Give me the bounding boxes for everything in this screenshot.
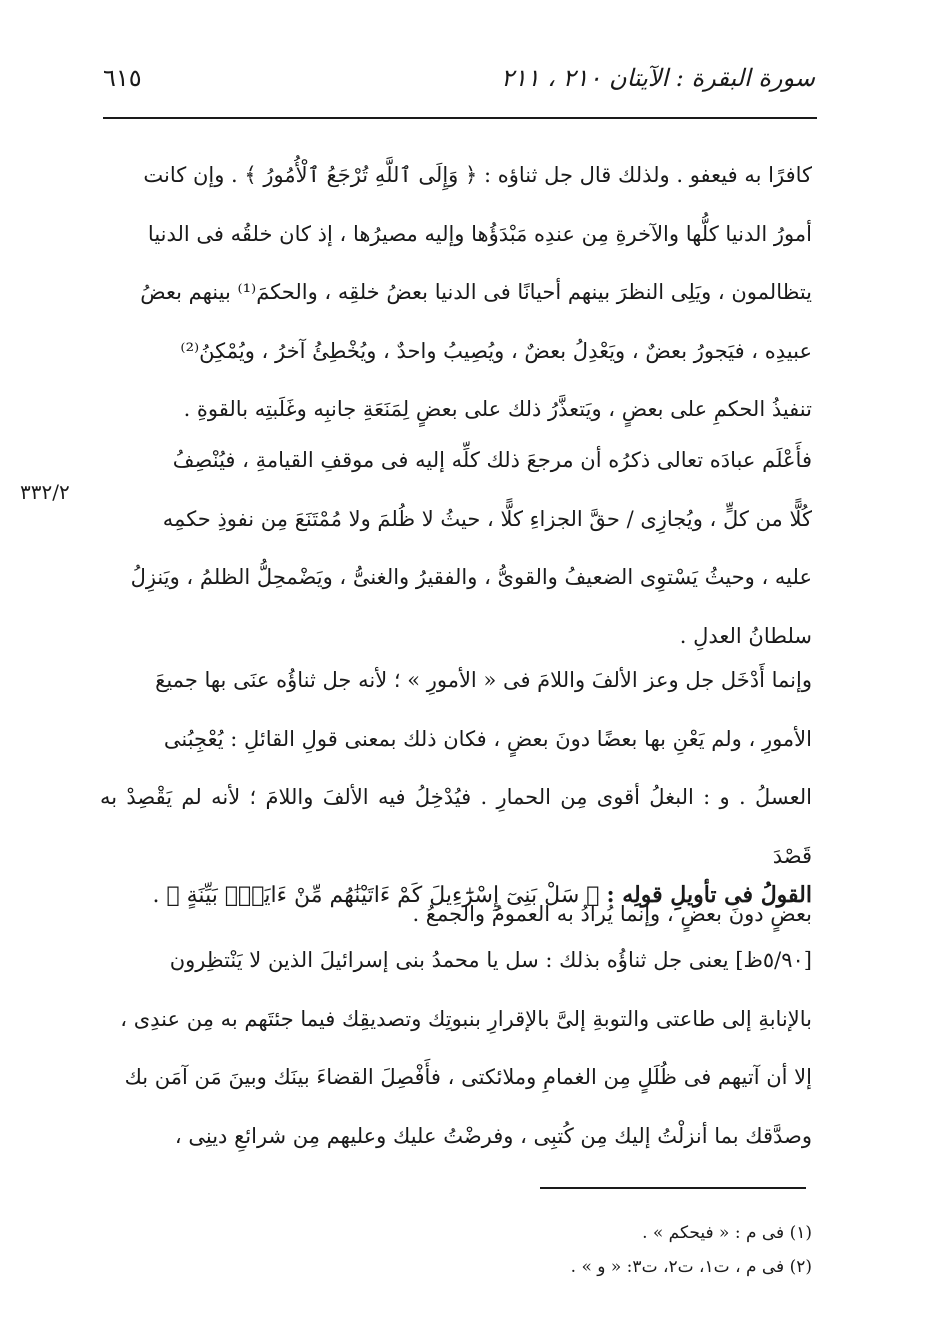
paragraph-4 (100, 931, 812, 1165)
paragraph-line: عبيدِه ، فيَجورُ بعضٌ ، ويَعْدِلُ بعضٌ ، ويُصِيبُ واحدٌ ، ويُخْطِئُ آخرُ ، ويُمْكِنُ⁽²⁾ (180, 338, 812, 363)
paragraph-line: بعضٍ دونَ بعضٍ ، وإنما يُرادُ به العمومُ والجمعُ . (412, 902, 812, 926)
paragraph-line: تنفيذُ الحكمِ على بعضٍ ، ويَتعذَّرُ ذلك على بعضٍ لِمَنَعَةِ جانبِه وغَلَبتِه بالقوةِ . (183, 397, 812, 421)
section-heading (100, 870, 812, 921)
page-number: ٦١٥ (103, 64, 142, 92)
footnotes (400, 1216, 812, 1284)
paragraph-line: عليه ، وحيثُ يَسْتوِى الضعيفُ والقوىُّ ، والفقيرُ والغنىُّ ، ويَضْمحِلُّ الظلمُ ، ويَنزِلُ (130, 565, 812, 589)
paragraph-line: فأَعْلَم عبادَه تعالى ذكرُه أن مرجعَ ذلك كلِّه إليه فى موقفِ القيامةِ ، فيُنْصِفُ (172, 448, 812, 472)
running-head: سورة البقرة : الآيتان ٢١٠ ، ٢١١ (500, 64, 815, 92)
paragraph-line: كافرًا به فيعفو . ولذلك قال جل ثناؤه : ﴿ وَإِلَى ٱللَّهِ تُرْجَعُ ٱلْأُمُورُ ﴾ . وإن كانت (143, 163, 812, 187)
footnote-rule (540, 1187, 806, 1189)
paragraph-line: وصدَّقك بما أنزلْتُ إليك مِن كُتبِى ، وفرضْتُ عليك وعليهم مِن شرائعِ دينِى ، (174, 1123, 812, 1148)
paragraph-line: وإنما أَدْخَل جل وعز الألفَ واللامَ فى « الأمورِ » ؛ لأنه جل ثناؤُه عنَى بها جميعَ (155, 668, 812, 692)
paragraph-line: بالإنابةِ إلى طاعتى والتوبةِ إلىَّ بالإقرارِ بنبوتِك وتصديقِك فيما جئتَهم به مِن عندِى ، (120, 1006, 812, 1031)
margin-reference: ٣٣٢/٢ (20, 480, 70, 504)
paragraph-line: يتظالمون ، ويَلِى النظرَ بينهم أحيانًا فى الدنيا بعضُ خلقِه ، والحكمَ⁽¹⁾ بينهم بعضُ (140, 280, 812, 304)
footnote: (١) فى م : « فيحكم » . (642, 1223, 812, 1243)
paragraph-line: العسلُ . و : البغلُ أقوى مِن الحمارِ . فيُدْخِلُ فيه الألفَ واللامَ ؛ لأنه لم يَقْصِدْ به قَصْدَ (100, 785, 812, 868)
paragraph-1 (100, 146, 812, 439)
header-rule (103, 117, 817, 119)
paragraph-line: كُلًّا من كلٍّ ، ويُجازِى / حقَّ الجزاءِ كلًّا ، حيثُ لا ظُلمَ ولا مُمْتَنَعَ مِن نفوذِ حكمِه (162, 506, 812, 531)
paragraph-line: الأمورِ ، ولم يَعْنِ بها بعضًا دونَ بعضٍ ، فكان ذلك بمعنى قولِ القائلِ : يُعْجِبُنى (163, 726, 812, 751)
paragraph-line: [٥/٩٠ظ] يعنى جل ثناؤُه بذلك : سل يا محمدُ بنى إسرائيلَ الذين لا يَنْتظِرون (169, 948, 812, 972)
footnote: (٢) فى م ، ت١، ت٢، ت٣: « و » . (570, 1257, 812, 1277)
paragraph-line: إلا أن آتيهم فى ظُلَلٍ مِن الغمامِ وملائكتى ، فأَفْصِلَ القضاءَ بينَك وبينَ مَن آمَن بك (124, 1065, 812, 1089)
heading-quote: ﴿ سَلْ بَنِىٓ إِسْرَٰٓءِيلَ كَمْ ءَاتَيْنَٰهُم مِّنْ ءَايَةٍۭ بَيِّنَةٍ ﴾ . (152, 883, 600, 908)
heading-lead: القولُ فى تأويلِ قولِه : (606, 882, 812, 908)
paragraph-line: سلطانُ العدلِ . (679, 623, 812, 648)
page-header (103, 64, 815, 104)
paragraph-2 (100, 431, 812, 665)
paragraph-line: أمورُ الدنيا كلُّها والآخرةِ مِن عندِه مَبْدَؤُها وإليه مصيرُها ، إذ كان خلقُه فى الدنيا (147, 221, 812, 246)
